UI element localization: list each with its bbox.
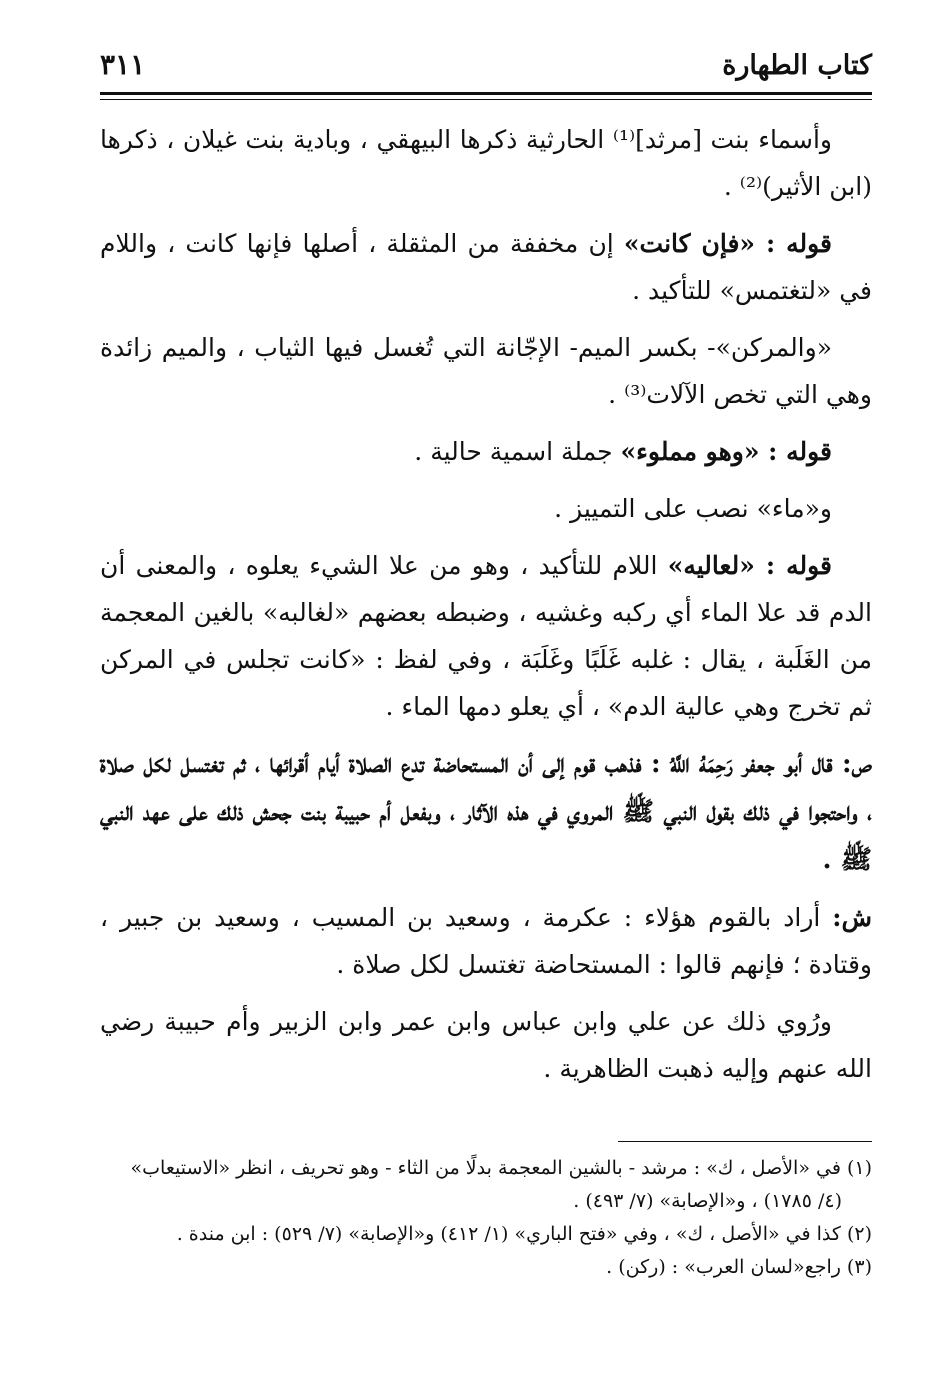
paragraph-text: جملة اسمية حالية . <box>414 437 621 466</box>
paragraph-fa-in-kanat <box>100 220 872 314</box>
footnote-separator <box>618 1141 872 1142</box>
paragraph-markan <box>100 324 872 418</box>
book-title: كتاب الطهارة <box>722 50 872 81</box>
footnote-1: (١) في «الأصل ، ك» : مرشد - بالشين المعجمة بدلًا من الثاء - وهو تحريف ، انظر «الاستيعاب» <box>130 1157 872 1179</box>
paragraph-lead: ص: <box>842 749 872 779</box>
paragraph-text: ورُوي ذلك عن علي وابن عباس وابن عمر وابن الزبير وأم حبيبة رضي الله عنهم وإليه ذهبت الظاهرية . <box>100 1007 872 1083</box>
paragraph-lead: ش: <box>832 903 872 932</box>
paragraph-lead: قوله : «لعاليه» <box>667 551 832 580</box>
paragraph-sharh-shin <box>100 894 872 988</box>
main-text <box>100 116 872 1102</box>
paragraph-lead: قوله : «وهو مملوء» <box>620 437 832 466</box>
footnote-3: (٣) راجع«لسان العرب» : (ركن) . <box>606 1256 872 1278</box>
footnote-2: (٢) كذا في «الأصل ، ك» ، وفي «فتح الباري» (١/ ٤١٢) و«الإصابة» (٧/ ٥٢٩) : ابن مندة . <box>176 1223 872 1245</box>
paragraph-ruwiya <box>100 998 872 1092</box>
page-header <box>100 48 872 96</box>
paragraph-text: اللام للتأكيد ، وهو من علا الشيء يعلوه ، والمعنى أن الدم قد علا الماء أي ركبه وغشيه ، وضبطه بعضهم «لغالبه» بالغين المعجمة من الغَلَبة ، يقال : غلبه غَلَبًا وغَلَبَة ، وفي لفظ : «كانت تجلس في المركن ثم تخرج وهي عالية الدم» ، أي يعلو دمها الماء . <box>100 551 872 721</box>
paragraph-lead: قوله : «فإن كانت» <box>623 229 832 258</box>
paragraph-text: و«ماء» نصب على التمييز . <box>554 494 832 523</box>
header-rule-thick <box>100 92 872 95</box>
footnotes <box>100 1152 872 1284</box>
footnote-1-continued: (٤/ ١٧٨٥) ، و«الإصابة» (٧/ ٤٩٣) . <box>573 1190 842 1212</box>
paragraph-text: وأسماء بنت [مرثد]⁽¹⁾ الحارثية ذكرها البيهقي ، وبادية بنت غيلان ، ذكرها (ابن الأثير)⁽²⁾ . <box>100 125 872 201</box>
paragraph-text: أراد بالقوم هؤلاء : عكرمة ، وسعيد بن المسيب ، وسعيد بن جبير ، وقتادة ؛ فإنهم قالوا : المستحاضة تغتسل لكل صلاة . <box>100 903 872 979</box>
paragraph-wa-huwa-mamlu <box>100 428 872 475</box>
paragraph-text: إن مخففة من المثقلة ، أصلها فإنها كانت ، واللام في «لتغتمس» للتأكيد . <box>100 229 872 305</box>
header-rule-thin <box>100 99 872 100</box>
paragraph-maa <box>100 485 872 532</box>
paragraph-asma <box>100 116 872 210</box>
paragraph-text: «والمركن»- بكسر الميم- الإجّانة التي تُغسل فيها الثياب ، والميم زائدة وهي التي تخص الآلات⁽³⁾ . <box>100 333 872 409</box>
page-number: ٣١١ <box>100 48 146 81</box>
paragraph-matn-sad <box>100 740 872 884</box>
paragraph-li-aliyah <box>100 542 872 730</box>
paragraph-text: قال أبو جعفر رَحِمَهُ اللَّهُ : فذهب قوم إلى أن المستحاضة تدع الصلاة أيام أقرائها ، ثم تغتسل لكل صلاة ، واحتجوا في ذلك بقول النبي ﷺ المروي في هذه الآثار ، وبفعل أم حبيبة بنت جحش ذلك على عهد النبي ﷺ . <box>100 749 872 875</box>
